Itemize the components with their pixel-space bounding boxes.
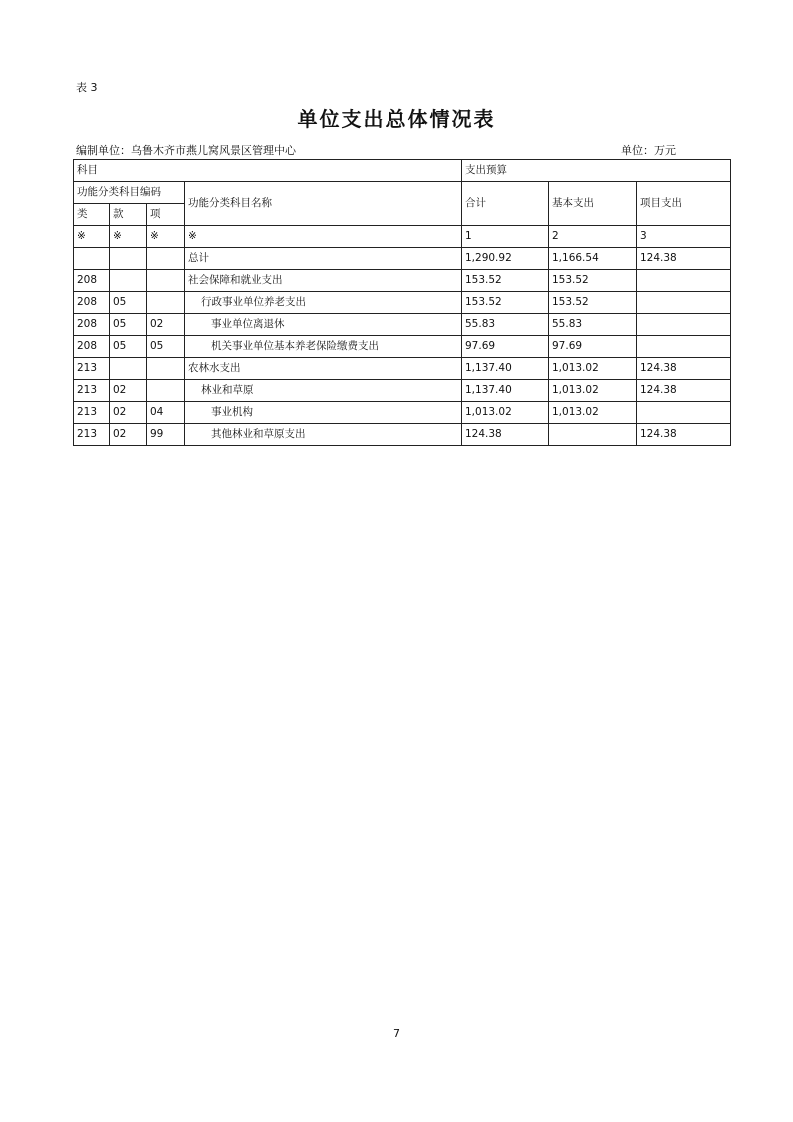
- kuan-cell: [110, 248, 147, 270]
- lei-cell: 213: [74, 424, 110, 446]
- xiang-cell: [147, 270, 185, 292]
- project-cell: 124.38: [637, 380, 731, 402]
- kuan-cell: 02: [110, 424, 147, 446]
- marker-cell: ※: [185, 226, 462, 248]
- total-cell: 1,137.40: [462, 380, 549, 402]
- table-row: [74, 292, 731, 314]
- name-cell: 事业机构: [185, 402, 462, 424]
- basic-cell: 1,013.02: [549, 380, 637, 402]
- lei-cell: 208: [74, 270, 110, 292]
- project-cell: [637, 292, 731, 314]
- document-title: 单位支出总体情况表: [297, 107, 496, 131]
- header-total: 合计: [462, 182, 549, 226]
- marker-cell: 1: [462, 226, 549, 248]
- header-project: 项目支出: [637, 182, 731, 226]
- table-row: [74, 424, 731, 446]
- header-func-name: 功能分类科目名称: [185, 182, 462, 226]
- total-cell: 153.52: [462, 292, 549, 314]
- table-number-label: 表 3: [76, 81, 98, 94]
- lei-cell: [74, 248, 110, 270]
- table-row: [74, 358, 731, 380]
- marker-cell: 3: [637, 226, 731, 248]
- table-row: [74, 314, 731, 336]
- header-row-1: [74, 160, 731, 182]
- name-cell: 农林水支出: [185, 358, 462, 380]
- project-cell: [637, 314, 731, 336]
- table-row: [74, 336, 731, 358]
- header-budget: 支出预算: [462, 160, 731, 182]
- total-cell: 55.83: [462, 314, 549, 336]
- project-cell: 124.38: [637, 358, 731, 380]
- table-row: [74, 380, 731, 402]
- table-row: [74, 248, 731, 270]
- total-cell: 124.38: [462, 424, 549, 446]
- kuan-cell: 05: [110, 292, 147, 314]
- name-cell: 其他林业和草原支出: [185, 424, 462, 446]
- header-subject: 科目: [74, 160, 462, 182]
- basic-cell: 97.69: [549, 336, 637, 358]
- project-cell: 124.38: [637, 248, 731, 270]
- project-cell: [637, 402, 731, 424]
- basic-cell: 153.52: [549, 292, 637, 314]
- name-cell: 社会保障和就业支出: [185, 270, 462, 292]
- name-cell: 机关事业单位基本养老保险缴费支出: [185, 336, 462, 358]
- kuan-cell: [110, 358, 147, 380]
- marker-cell: ※: [74, 226, 110, 248]
- basic-cell: 153.52: [549, 270, 637, 292]
- lei-cell: 213: [74, 380, 110, 402]
- marker-cell: ※: [147, 226, 185, 248]
- total-cell: 1,290.92: [462, 248, 549, 270]
- lei-cell: 213: [74, 402, 110, 424]
- table-row: [74, 270, 731, 292]
- basic-cell: 1,013.02: [549, 358, 637, 380]
- xiang-cell: [147, 248, 185, 270]
- xiang-cell: 99: [147, 424, 185, 446]
- kuan-cell: 05: [110, 314, 147, 336]
- total-cell: 97.69: [462, 336, 549, 358]
- xiang-cell: 04: [147, 402, 185, 424]
- header-basic: 基本支出: [549, 182, 637, 226]
- basic-cell: 1,013.02: [549, 402, 637, 424]
- name-cell: 总计: [185, 248, 462, 270]
- name-cell: 林业和草原: [185, 380, 462, 402]
- header-func-code: 功能分类科目编码: [74, 182, 185, 204]
- project-cell: 124.38: [637, 424, 731, 446]
- total-cell: 1,137.40: [462, 358, 549, 380]
- header-row-2: [74, 182, 731, 204]
- organization-label: 编制单位：乌鲁木齐市燕儿窝风景区管理中心: [76, 144, 296, 157]
- page-number: 7: [393, 1027, 400, 1040]
- basic-cell: 55.83: [549, 314, 637, 336]
- xiang-cell: 02: [147, 314, 185, 336]
- header-kuan: 款: [110, 204, 147, 226]
- kuan-cell: 05: [110, 336, 147, 358]
- marker-row: [74, 226, 731, 248]
- name-cell: 行政事业单位养老支出: [185, 292, 462, 314]
- kuan-cell: 02: [110, 402, 147, 424]
- xiang-cell: 05: [147, 336, 185, 358]
- name-cell: 事业单位离退休: [185, 314, 462, 336]
- header-lei: 类: [74, 204, 110, 226]
- basic-cell: [549, 424, 637, 446]
- table-row: [74, 402, 731, 424]
- project-cell: [637, 336, 731, 358]
- lei-cell: 208: [74, 314, 110, 336]
- lei-cell: 213: [74, 358, 110, 380]
- xiang-cell: [147, 358, 185, 380]
- kuan-cell: 02: [110, 380, 147, 402]
- total-cell: 1,013.02: [462, 402, 549, 424]
- unit-label: 单位：万元: [621, 144, 676, 157]
- xiang-cell: [147, 380, 185, 402]
- expenditure-table: [73, 159, 731, 446]
- lei-cell: 208: [74, 292, 110, 314]
- header-xiang: 项: [147, 204, 185, 226]
- total-cell: 153.52: [462, 270, 549, 292]
- lei-cell: 208: [74, 336, 110, 358]
- project-cell: [637, 270, 731, 292]
- basic-cell: 1,166.54: [549, 248, 637, 270]
- marker-cell: 2: [549, 226, 637, 248]
- kuan-cell: [110, 270, 147, 292]
- xiang-cell: [147, 292, 185, 314]
- marker-cell: ※: [110, 226, 147, 248]
